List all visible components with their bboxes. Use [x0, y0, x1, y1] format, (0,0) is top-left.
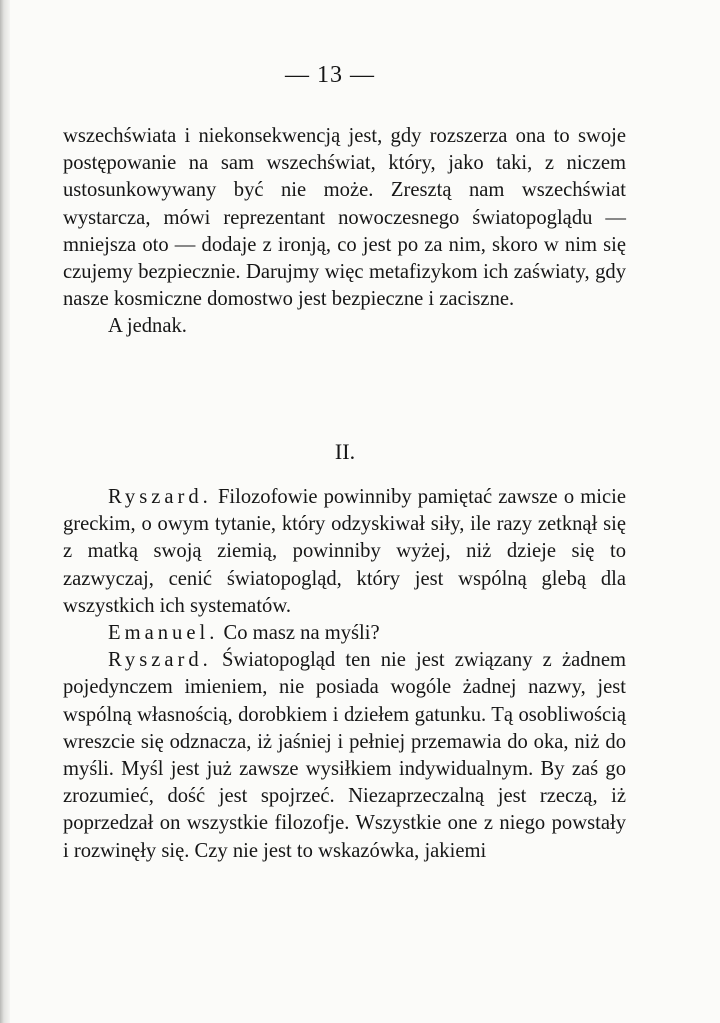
- section-number: II.: [334, 439, 356, 464]
- page-number: — 13 —: [285, 62, 375, 88]
- speaker-name: Ryszard.: [108, 486, 212, 508]
- dialogue-text: Co masz na myśli?: [223, 622, 380, 645]
- intro-closing-line: A jednak.: [108, 315, 187, 338]
- dialogue-paragraph: [63, 484, 626, 620]
- dialogue-section: [63, 484, 626, 865]
- dialogue-text: Filozofowie powinniby pamiętać zawsze o micie greckim, o owym tytanie, który odzyskiwał siły, ile razy zetknął się z matką swoją ziemią, powinniby wyżej, niż dzieje się to zazwyczaj, cenić światopogląd, który jest wspólną glebą dla wszystkich ich systematów.: [63, 486, 626, 617]
- page-binding-edge: [0, 0, 10, 1023]
- speaker-name: Emanuel.: [108, 622, 219, 645]
- dialogue-paragraph: [63, 647, 626, 865]
- intro-section: [63, 123, 626, 341]
- intro-paragraph: wszechświata i niekonsekwencją jest, gdy rozszerza ona to swoje postępowanie na sam wszechświat, który, jako taki, z niczem ustosunkowywany być nie może. Zresztą nam wszechświat wystarcza, mówi reprezentant nowoczesnego światopoglądu — mniejsza oto — dodaje z ironją, co jest po za nim, skoro w nim się czujemy bezpiecznie. Darujmy więc metafizykom ich zaświaty, gdy nasze kosmiczne domostwo jest bezpieczne i zaciszne.: [63, 125, 626, 311]
- speaker-name: Ryszard.: [108, 649, 212, 672]
- dialogue-paragraph: [63, 620, 626, 647]
- dialogue-text: Światopogląd ten nie jest związany z żadnem pojedynczem imieniem, nie posiada wogóle żadnej nazwy, jest wspólną własnością, dorobkiem i dziełem gatunku. Tą osobliwością wreszcie się odznacza, iż jaśniej i pełniej przemawia do oka, niż do myśli. Myśl jest już zawsze wysiłkiem indywidualnym. By zaś go zrozumieć, dość jest spojrzeć. Niezaprzeczalną jest rzeczą, iż poprzedzał on wszystkie filozofje. Wszystkie one z niego powstały i rozwinęły się. Czy nie jest to wskazówka, jakiemi: [63, 649, 626, 862]
